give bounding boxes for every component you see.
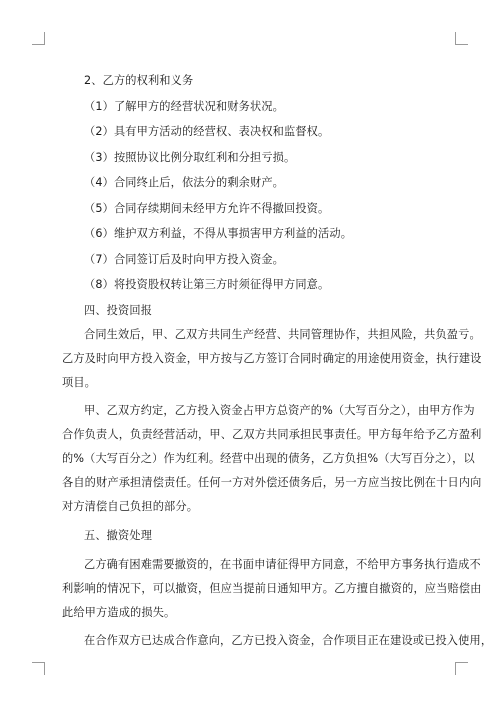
paragraph-line: 乙方及时向甲方投入资金，甲方按与乙方签订合同时确定的用途使用资金，执行建设 [62,352,482,365]
rights-list [62,94,444,298]
paragraph-line: 合同生效后，甲、乙双方共同生产经营、共同管理协作，共担风险，共负盈亏。 [84,328,481,341]
paragraph-line: 甲、乙双方约定，乙方投入资金占甲方总资产的%（大写百分之），由甲方作为 [84,404,475,417]
crop-mark-top-left [32,32,45,45]
paragraph [62,629,493,653]
section-heading: 五、撤资处理 [84,529,153,542]
paragraph-line: 各自的财产承担清偿责任。任何一方对外偿还债务后，另一方应当按比例在十日内向 [62,476,482,489]
crop-mark-top-right [455,32,468,45]
document-body [62,68,493,653]
list-item: （2）具有甲方活动的经营权、表决权和监督权。 [84,125,330,138]
section-heading: 2、乙方的权利和义务 [84,74,194,87]
list-item: （4）合同终止后，依法分的剩余财产。 [84,176,285,189]
section-heading: 四、投资回报 [84,303,153,317]
list-item: （3）按照协议比例分取红利和分担亏损。 [84,150,296,164]
list-item: （1）了解甲方的经营状况和财务状况。 [84,99,285,113]
list-item: （6）维护双方利益，不得从事损害甲方利益的活动。 [84,227,353,240]
paragraph-line: 在合作双方已达成合作意向，乙方已投入资金，合作项目正在建设或已投入使用， [84,633,493,647]
paragraph-line: 乙方确有困难需要撤资的，在书面申请征得甲方同意，不给甲方事务执行造成不 [84,557,481,571]
list-item: （7）合同签订后及时向甲方投入资金。 [84,252,285,266]
paragraph-line: 利影响的情况下，可以撤资，但应当提前日通知甲方。乙方擅自撤资的，应当赔偿由 [62,581,482,595]
paragraph-line: 此给甲方造成的损失。 [62,605,176,619]
list-item: （5）合同存续期间未经甲方允许不得撤回投资。 [84,201,330,215]
paragraph [62,553,482,625]
paragraph-line: 的%（大写百分之）作为红利。经营中出现的债务，乙方负担%（大写百分之），以 [62,452,475,465]
paragraph [62,323,482,395]
paragraph [62,399,482,519]
list-item: （8）将投资股权转让第三方时须征得甲方同意。 [84,278,330,291]
crop-mark-bottom-right [455,662,468,675]
crop-mark-bottom-left [32,662,45,675]
paragraph-line: 项目。 [62,376,97,389]
paragraph-line: 对方清偿自己负担的部分。 [62,500,199,513]
paragraph-line: 合作负责人，负责经营活动，甲、乙双方共同承担民事责任。甲方每年给予乙方盈利 [62,428,482,441]
